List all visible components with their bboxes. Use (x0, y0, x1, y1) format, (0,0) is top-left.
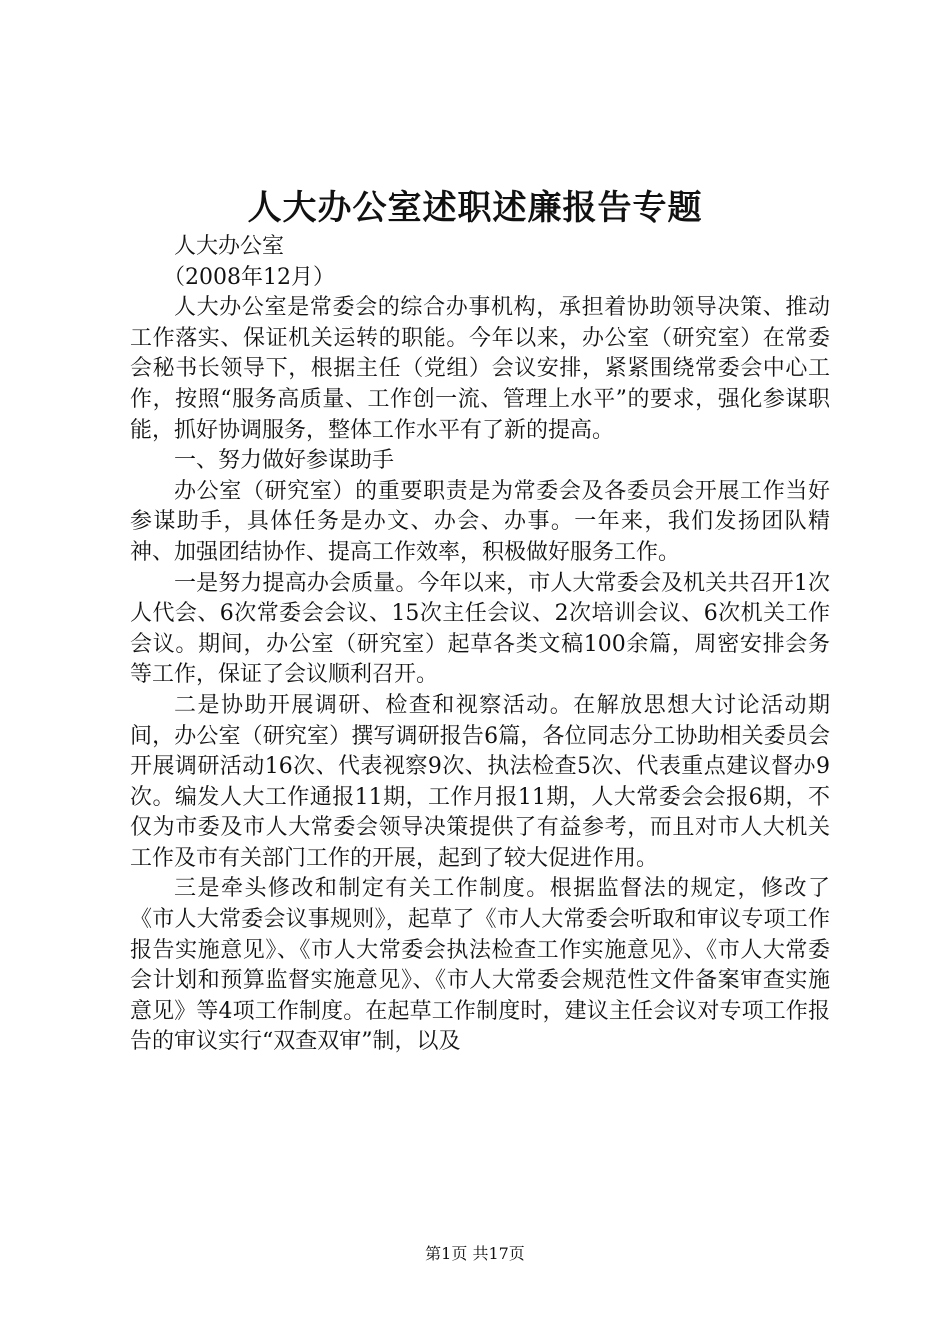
paragraph: 一是努力提高办会质量。今年以来，市人大常委会及机关共召开1次人代会、6次常委会会议、15次主任会议、2次培训会议、6次机关工作会议。期间，办公室（研究室）起草各类文稿100余篇，周密安排会务等工作，保证了会议顺利召开。 (130, 570, 830, 688)
document-title: 人大办公室述职述廉报告专题 (247, 188, 703, 228)
section-heading: 一、努力做好参谋助手 (174, 448, 395, 474)
paragraph: 二是协助开展调研、检查和视察活动。在解放思想大讨论活动期间，办公室（研究室）撰写调研报告6篇，各位同志分工协助相关委员会开展调研活动16次、代表视察9次、执法检查5次、代表重点建议督办9次。编发人大工作通报11期，工作月报11期，人大常委会会报6期，不仅为市委及市人大常委会领导决策提供了有益参考，而且对市人大机关工作及市有关部门工作的开展，起到了较大促进作用。 (130, 692, 830, 871)
paragraph: 办公室（研究室）的重要职责是为常委会及各委员会开展工作当好参谋助手，具体任务是办文、办会、办事。一年来，我们发扬团队精神、加强团结协作、提高工作效率，积极做好服务工作。 (130, 478, 830, 565)
paragraph: 三是牵头修改和制定有关工作制度。根据监督法的规定，修改了《市人大常委会议事规则》，起草了《市人大常委会听取和审议专项工作报告实施意见》、《市人大常委会执法检查工作实施意见》、《市人大常委会计划和预算监督实施意见》、《市人大常委会规范性文件备案审查实施意见》等4项工作制度。在起草工作制度时，建议主任会议对专项工作报告的审议实行“双查双审”制，以及 (130, 876, 830, 1055)
date-line: （2008年12月） (163, 264, 335, 290)
paragraph: 人大办公室是常委会的综合办事机构，承担着协助领导决策、推动工作落实、保证机关运转的职能。今年以来，办公室（研究室）在常委会秘书长领导下，根据主任（党组）会议安排，紧紧围绕常委会中心工作，按照“服务高质量、工作创一流、管理上水平”的要求，强化参谋职能，抓好协调服务，整体工作水平有了新的提高。 (130, 295, 830, 443)
author-line: 人大办公室 (174, 234, 285, 259)
document-body (130, 232, 830, 1058)
page-number-footer: 第1页 共17页 (425, 1244, 525, 1263)
